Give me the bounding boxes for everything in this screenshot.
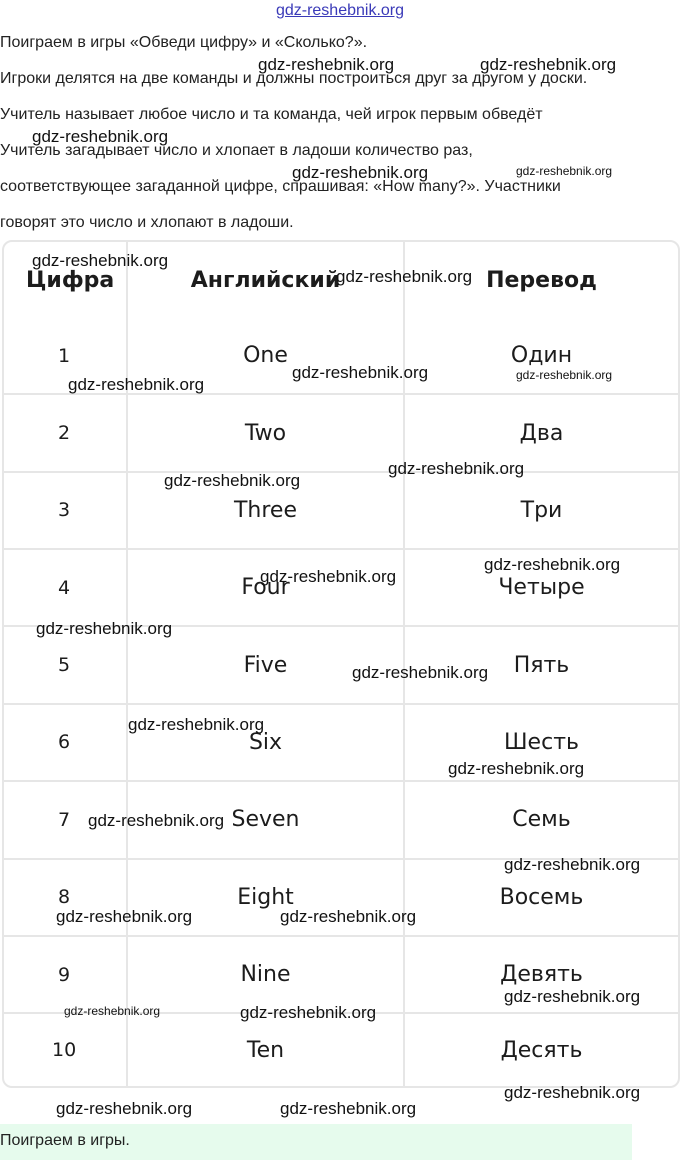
english-cell: Four bbox=[128, 550, 405, 627]
watermark-text: gdz-reshebnik.org bbox=[504, 1083, 641, 1102]
watermark-text: gdz-reshebnik.org bbox=[516, 164, 613, 178]
watermark-text: gdz-reshebnik.org bbox=[280, 907, 417, 926]
watermark-text: gdz-reshebnik.org bbox=[258, 55, 395, 74]
digit-cell: 5 bbox=[4, 627, 128, 704]
russian-cell: Девять bbox=[405, 937, 678, 1014]
watermark-text: gdz-reshebnik.org bbox=[336, 267, 473, 286]
table-row bbox=[4, 937, 678, 1014]
table-row bbox=[4, 705, 678, 782]
watermark-text: gdz-reshebnik.org bbox=[56, 1099, 193, 1118]
watermark-text: gdz-reshebnik.org bbox=[68, 375, 205, 394]
watermark-text: gdz-reshebnik.org bbox=[164, 471, 301, 490]
russian-cell: Один bbox=[405, 318, 678, 395]
intro-line-2: Игроки делятся на две команды и должны построиться друг за другом у доски. bbox=[0, 70, 588, 87]
russian-cell: Шесть bbox=[405, 705, 678, 782]
digit-cell: 2 bbox=[4, 395, 128, 472]
site-header-link[interactable]: gdz-reshebnik.org bbox=[275, 2, 405, 19]
watermark-text: gdz-reshebnik.org bbox=[516, 368, 613, 382]
digit-cell: 1 bbox=[4, 318, 128, 395]
english-cell: Seven bbox=[128, 782, 405, 859]
russian-cell: Семь bbox=[405, 782, 678, 859]
digit-cell: 6 bbox=[4, 705, 128, 782]
table-row bbox=[4, 627, 678, 704]
watermark-text: gdz-reshebnik.org bbox=[484, 555, 621, 574]
watermark-text: gdz-reshebnik.org bbox=[32, 251, 169, 270]
watermark-text: gdz-reshebnik.org bbox=[504, 987, 641, 1006]
header-digit: Цифра bbox=[4, 242, 128, 318]
watermark-text: gdz-reshebnik.org bbox=[32, 127, 169, 146]
header-russian: Перевод bbox=[486, 267, 597, 293]
intro-line-6: говорят это число и хлопают в ладоши. bbox=[0, 214, 294, 231]
table-row bbox=[4, 550, 678, 627]
table-header-row bbox=[4, 242, 678, 318]
russian-cell: Десять bbox=[500, 1037, 583, 1063]
watermark-text: gdz-reshebnik.org bbox=[292, 363, 429, 382]
english-cell: One bbox=[128, 318, 405, 395]
watermark-text: gdz-reshebnik.org bbox=[504, 855, 641, 874]
table-row bbox=[4, 395, 678, 472]
table-row bbox=[4, 1014, 678, 1086]
russian-cell: Два bbox=[405, 395, 678, 472]
table-row bbox=[4, 318, 678, 395]
digit-cell: 4 bbox=[4, 550, 128, 627]
english-cell: Eight bbox=[128, 860, 405, 937]
header-english: Английский bbox=[128, 242, 405, 318]
intro-line-4: Учитель загадывает число и хлопает в ладоши количество раз, bbox=[0, 142, 473, 159]
table-row bbox=[4, 860, 678, 937]
russian-cell: Четыре bbox=[405, 550, 678, 627]
intro-line-3: Учитель называет любое число и та команда, чей игрок первым обведёт bbox=[0, 106, 543, 123]
watermark-text: gdz-reshebnik.org bbox=[56, 907, 193, 926]
watermark-text: gdz-reshebnik.org bbox=[292, 163, 429, 182]
watermark-text: gdz-reshebnik.org bbox=[240, 1003, 377, 1022]
digit-cell: 10 bbox=[4, 1014, 128, 1086]
english-cell: Two bbox=[128, 395, 405, 472]
english-cell: Six bbox=[128, 705, 405, 782]
watermark-text: gdz-reshebnik.org bbox=[352, 663, 489, 682]
table-row bbox=[4, 782, 678, 859]
watermark-text: gdz-reshebnik.org bbox=[64, 1004, 161, 1018]
table-row bbox=[4, 473, 678, 550]
watermark-text: gdz-reshebnik.org bbox=[128, 715, 265, 734]
watermark-text: gdz-reshebnik.org bbox=[280, 1099, 417, 1118]
watermark-text: gdz-reshebnik.org bbox=[388, 459, 525, 478]
watermark-text: gdz-reshebnik.org bbox=[88, 811, 225, 830]
english-cell: Nine bbox=[128, 937, 405, 1014]
english-cell: Three bbox=[128, 473, 405, 550]
intro-line-1: Поиграем в игры «Обведи цифру» и «Сколько?». bbox=[0, 34, 368, 51]
watermark-text: gdz-reshebnik.org bbox=[260, 567, 397, 586]
watermark-text: gdz-reshebnik.org bbox=[480, 55, 617, 74]
english-cell: Ten bbox=[128, 1014, 405, 1086]
digit-cell: 7 bbox=[4, 782, 128, 859]
russian-cell: Пять bbox=[405, 627, 678, 704]
russian-cell: Три bbox=[405, 473, 678, 550]
intro-line-5: соответствующее загаданной цифре, спрашивая: «How many?». Участники bbox=[0, 178, 561, 195]
numbers-table bbox=[2, 240, 680, 1088]
watermark-text: gdz-reshebnik.org bbox=[36, 619, 173, 638]
digit-cell: 3 bbox=[4, 473, 128, 550]
english-cell: Five bbox=[128, 627, 405, 704]
digit-cell: 8 bbox=[4, 860, 128, 937]
watermark-text: gdz-reshebnik.org bbox=[448, 759, 585, 778]
footer-text: Поиграем в игры. bbox=[0, 1132, 130, 1149]
russian-cell: Восемь bbox=[405, 860, 678, 937]
digit-cell: 9 bbox=[4, 937, 128, 1014]
